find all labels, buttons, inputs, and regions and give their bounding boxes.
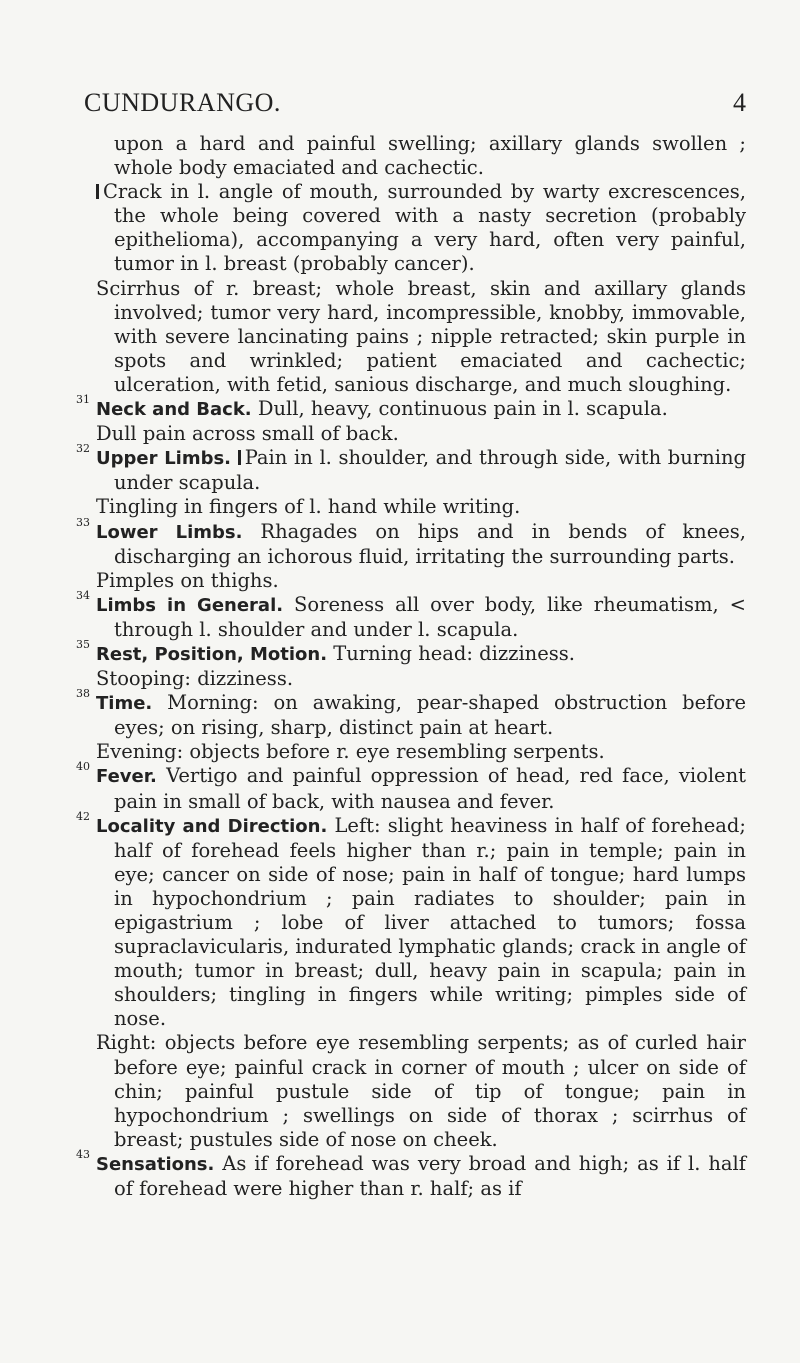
paragraph-text: Crack in l. angle of mouth, surrounded by warty excrescences, the whole being covered with a nasty secretion (probably epithelioma), accompanying a very hard, often very painful, tumor in l. breast (probably cancer). [103,180,746,276]
paragraph-text: Dull, heavy, continuous pain in l. scapula. [257,397,668,421]
paragraph-text: Turning head: dizziness. [333,641,575,665]
paragraph [84,422,746,446]
section-heading: Upper Limbs. [96,448,232,470]
paragraph [84,1031,746,1151]
section-heading: Lower Limbs. [96,521,243,543]
section-number: 43 [76,1147,90,1161]
paragraph-text: Left: slight heaviness in half of forehead; half of forehead feels higher than r.; pain in temple; pain in eye; cancer on side of nose; pain in half of tongue; hard lumps in hypochondrium ; pain radiates to shoulder; pain in epigastrium ; lobe of liver attached to tumors; fossa supraclavicularis, indurated lymphatic glands; crack in angle of mouth; tumor in breast; dull, heavy pain in scapula; pain in shoulders; tingling in fingers while writing; pimples side of nose. [114,813,746,1031]
paragraph-text: Evening: objects before r. eye resembling serpents. [96,740,605,764]
section-number: 42 [76,809,90,823]
section-heading: Time. [96,693,153,715]
section-paragraph [76,515,746,569]
section-paragraph [76,760,746,813]
paragraph-text: Rhagades on hips and in bends of knees, discharging an ichorous fluid, irritating the surrounding parts. [114,519,746,568]
paragraph-text: Soreness all over body, like rheumatism, < through l. shoulder and under l. scapula. [114,592,746,641]
paragraph-text: upon a hard and painful swelling; axillary glands swollen ; whole body emaciated and cachectic. [114,132,746,180]
section-paragraph [76,588,746,642]
paragraph-text: Tingling in fingers of l. hand while writing. [96,495,521,519]
section-number: 40 [76,760,90,774]
marker-icon [96,184,99,199]
section-heading: Sensations. [96,1153,215,1175]
section-number: 32 [76,442,90,456]
section-paragraph [76,393,746,422]
paragraph [84,667,746,691]
section-paragraph [76,442,746,495]
paragraph-text: As if forehead was very broad and high; as if l. half of forehead were higher than r. half; as if [114,1151,747,1201]
section-number: 33 [76,515,90,529]
paragraph [84,132,746,180]
section-heading: Rest, Position, Motion. [96,643,328,665]
section-number: 31 [76,393,90,407]
section-heading: Limbs in General. [96,594,284,616]
page-title: CUNDURANGO. [84,88,281,117]
section-heading: Locality and Direction. [96,815,328,837]
section-heading: Neck and Back. [96,399,252,421]
paragraph-text: Vertigo and painful oppression of head, red face, violent pain in small of back, with nausea and fever. [114,764,746,813]
section-paragraph [76,687,746,740]
paragraph [84,740,746,764]
paragraph [84,180,746,276]
paragraph [84,277,746,397]
section-paragraph [76,1147,747,1201]
section-number: 34 [76,588,90,602]
section-paragraph [76,809,746,1032]
paragraph-text: Morning: on awaking, pear-shaped obstruction before eyes; on rising, sharp, distinct pain at heart. [114,691,746,740]
paragraph [84,495,746,519]
section-number: 38 [76,687,90,701]
paragraph-text: Stooping: dizziness. [96,667,294,691]
page-body [76,132,747,1201]
section-number: 35 [76,637,90,651]
paragraph-text: Pain in l. shoulder, and through side, with burning under scapula. [114,446,746,495]
page-number: 4 [733,88,746,117]
paragraph-text: Dull pain across small of back. [96,422,399,446]
paragraph-text: Right: objects before eye resembling serpents; as of curled hair before eye; painful crack in corner of mouth ; ulcer on side of chin; painful pustule side of tip of tongue; pain in hypochondrium ; swellings on side of thorax ; scirrhus of breast; pustules side of nose on cheek. [96,1031,746,1151]
paragraph-text: Pimples on thighs. [96,568,279,592]
paragraph [84,569,746,593]
section-heading: Fever. [96,766,157,788]
marker-icon [238,450,241,465]
running-header [84,88,746,124]
paragraph-text: Scirrhus of r. breast; whole breast, skin and axillary glands involved; tumor very hard, incompressible, knobby, immovable, with severe lancinating pains ; nipple retracted; skin purple in spots and wrinkled; patient emaciated and cachectic; ulceration, with fetid, sanious discharge, and much sloughing. [96,276,746,396]
section-paragraph [76,637,746,667]
